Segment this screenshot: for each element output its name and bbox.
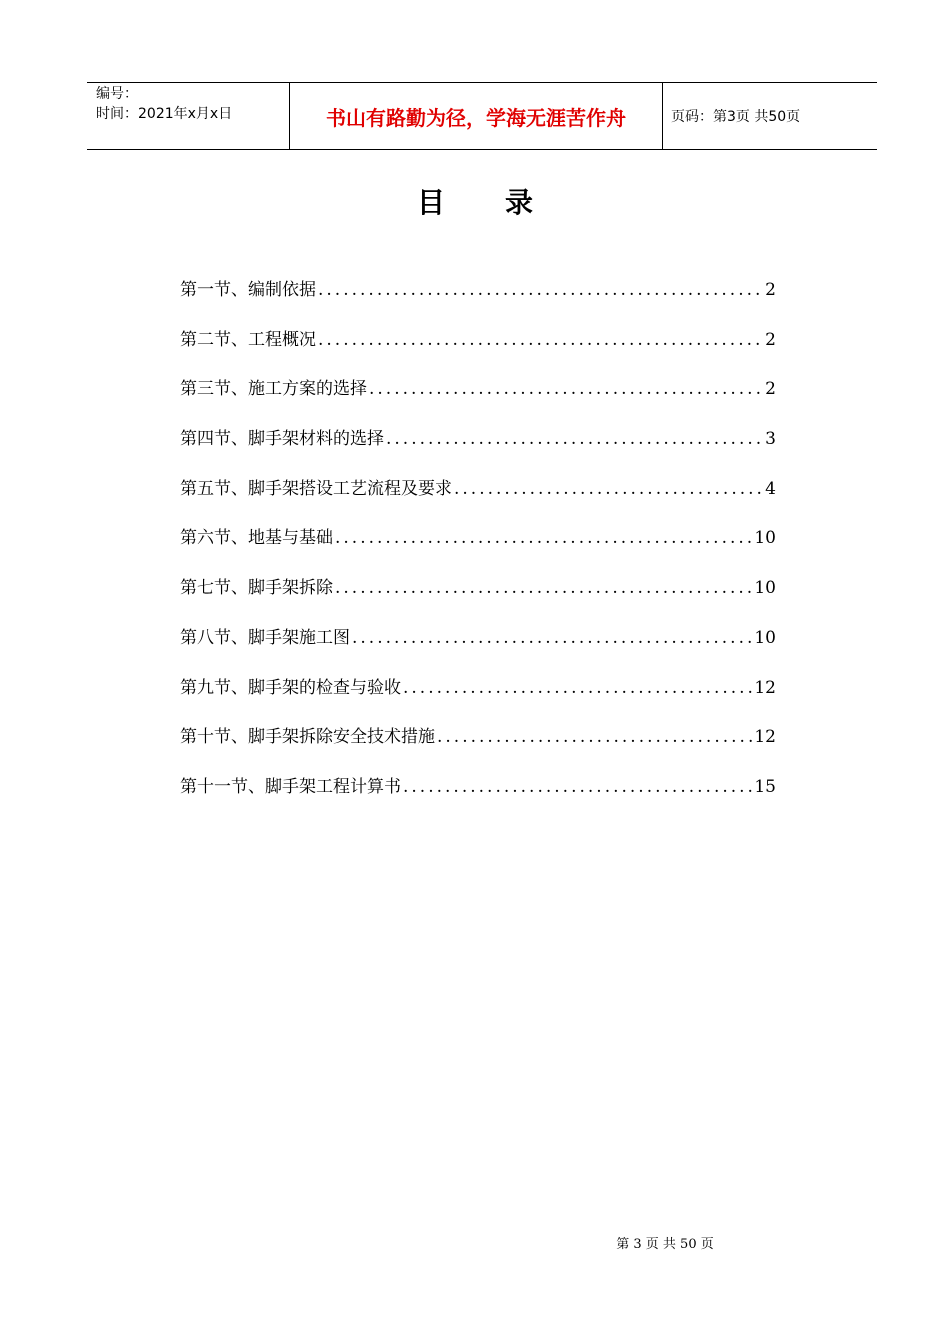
document-time-label: 时间：2021年x月x日 bbox=[96, 106, 233, 122]
toc-leader-dots bbox=[454, 476, 763, 502]
header-motto-cell bbox=[289, 83, 663, 149]
toc-entry[interactable] bbox=[180, 625, 776, 675]
toc-entry-label: 第十节、脚手架拆除安全技术措施 bbox=[180, 727, 435, 748]
toc-entry-page: 4 bbox=[765, 478, 776, 499]
page-footer: 第 3 页 共 50 页 bbox=[616, 1237, 714, 1252]
toc-entry-page: 10 bbox=[754, 627, 776, 648]
page-header bbox=[87, 82, 877, 150]
header-motto: 书山有路勤为径，学海无涯苦作舟 bbox=[326, 106, 626, 130]
toc-entry-label: 第八节、脚手架施工图 bbox=[180, 627, 350, 648]
toc-leader-dots bbox=[335, 575, 752, 601]
toc-entry-label: 第二节、工程概况 bbox=[180, 329, 316, 350]
toc-leader-dots bbox=[403, 774, 752, 800]
toc-entry-page: 3 bbox=[765, 429, 776, 450]
toc-leader-dots bbox=[437, 724, 752, 750]
header-page-info: 页码：第3页 共50页 bbox=[671, 109, 801, 125]
toc-entry-page: 12 bbox=[754, 727, 776, 748]
toc-entry-page: 10 bbox=[754, 578, 776, 599]
toc-leader-dots bbox=[318, 277, 763, 303]
toc-entry[interactable] bbox=[180, 774, 776, 824]
toc-entry-label: 第三节、施工方案的选择 bbox=[180, 379, 367, 400]
toc-entry[interactable] bbox=[180, 575, 776, 625]
toc-entry-page: 2 bbox=[765, 329, 776, 350]
toc-entry-page: 10 bbox=[754, 528, 776, 549]
toc-entry-page: 12 bbox=[754, 677, 776, 698]
toc-leader-dots bbox=[352, 625, 752, 651]
header-page-cell bbox=[663, 83, 877, 149]
toc-entry-label: 第九节、脚手架的检查与验收 bbox=[180, 677, 401, 698]
toc-title: 目录 bbox=[416, 186, 593, 219]
toc-entry[interactable] bbox=[180, 675, 776, 725]
toc-leader-dots bbox=[386, 426, 763, 452]
toc-entry[interactable] bbox=[180, 376, 776, 426]
toc-entry-page: 2 bbox=[765, 379, 776, 400]
toc-entry[interactable] bbox=[180, 277, 776, 327]
toc-entry[interactable] bbox=[180, 476, 776, 526]
toc-entry-page: 15 bbox=[754, 776, 776, 797]
toc-entry-label: 第四节、脚手架材料的选择 bbox=[180, 429, 384, 450]
toc-entry-label: 第七节、脚手架拆除 bbox=[180, 578, 333, 599]
toc-entry[interactable] bbox=[180, 724, 776, 774]
toc-entry[interactable] bbox=[180, 426, 776, 476]
header-meta-cell bbox=[87, 83, 289, 149]
table-of-contents bbox=[180, 277, 776, 824]
toc-entry[interactable] bbox=[180, 525, 776, 575]
toc-leader-dots bbox=[369, 376, 763, 402]
toc-entry-page: 2 bbox=[765, 280, 776, 300]
toc-entry[interactable] bbox=[180, 327, 776, 377]
toc-leader-dots bbox=[335, 525, 752, 551]
document-number-label: 编号： bbox=[96, 86, 138, 102]
toc-entry-label: 第五节、脚手架搭设工艺流程及要求 bbox=[180, 478, 452, 499]
toc-leader-dots bbox=[318, 327, 763, 353]
toc-entry-label: 第六节、地基与基础 bbox=[180, 528, 333, 549]
toc-leader-dots bbox=[403, 675, 752, 701]
toc-entry-label: 第一节、编制依据 bbox=[180, 280, 316, 300]
toc-entry-label: 第十一节、脚手架工程计算书 bbox=[180, 776, 401, 797]
